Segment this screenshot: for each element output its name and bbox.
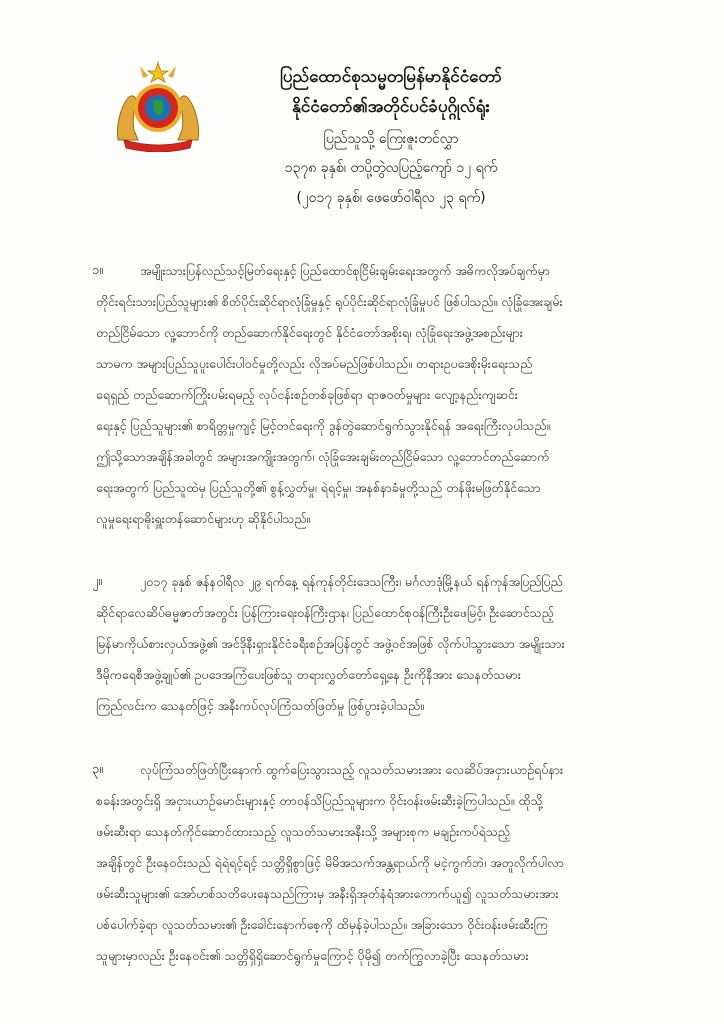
- paragraph-line: တိုင်းရင်းသားပြည်သူများ၏ စိတ်ပိုင်းဆိုင်ရာလုံခြုံမှုနှင့် ရုပ်ပိုင်းဆိုင်ရာလုံခြုံမှုပင် ဖြစ်ပါသည်။ လုံခြုံအေးချမ်း: [96, 294, 563, 309]
- header-date-gregorian: (၂၀၁၇ ခုနှစ်၊ ဖေဖော်ဝါရီလ ၂၃ ရက်): [296, 190, 486, 206]
- paragraph-number: ၂။: [92, 574, 103, 589]
- header-date-myanmar: ၁၃၇၈ ခုနှစ်၊ တပို့တွဲလပြည့်ကျော် ၁၂ ရက်: [284, 160, 498, 176]
- paragraph-line: ရေးနှင့် ပြည်သူများ၏ စာရိတ္တမှုကျင့် မြင့်တင်ရေးကို ဒွန်တွဲဆောင်ရွက်သွားနိုင်ရန် အရေးကြီးလှပါသည်။: [96, 418, 551, 433]
- paragraph-line: တည်ငြိမ်သော လူ့ဘောင်ကို တည်ဆောက်နိုင်ရေးတွင် နိုင်ငံတော်အစိုးရ၊ လုံခြုံရေးအဖွဲ့အစည်းများ: [96, 325, 523, 340]
- header-title: ပြည်ထောင်စုသမ္မတမြန်မာနိုင်ငံတော်: [280, 67, 502, 87]
- header-office: နိုင်ငံတော်၏အတိုင်ပင်ခံပုဂ္ဂိုလ်ရုံး: [292, 97, 490, 117]
- paragraph-line: ဤသို့သောအချိန်အခါတွင် အများအကျိုးအတွက်၊ လုံခြုံအေးချမ်းတည်ငြိမ်သော လူ့ဘောင်တည်ဆောက်: [96, 449, 550, 464]
- paragraph-line: ၂၀၁၇ ခုနှစ် ဇန်နဝါရီလ ၂၉ ရက်နေ့ ရန်ကုန်တိုင်းဒေသကြီး၊ မင်္ဂလာဒုံမြို့နယ် ရန်ကုန်အပြည်ပြည်: [140, 574, 563, 589]
- paragraph-line: အချိန်တွင် ဦးနေဝင်းသည် ရဲရဲရင့်ရင့် သတ္တိရှိစွာဖြင့် မိမိအသက်အန္တရာယ်ကို မငဲ့ကွက်ဘဲ၊ အတူလိုက်ပါလာ: [96, 855, 564, 870]
- paragraph-1: [92, 255, 656, 534]
- paragraph-line: မြန်မာကိုယ်စားလှယ်အဖွဲ့၏ အင်ဒိုနီးရှားနိုင်ငံခရီးစဉ်အပြန်တွင် အဖွဲ့ဝင်အဖြစ် လိုက်ပါသွားသော အမျိုးသား: [96, 636, 565, 651]
- paragraph-line: အမျိုးသားပြန်လည်သင့်မြတ်ရေးနှင့် ပြည်ထောင်စုငြိမ်းချမ်းရေးအတွက် အဓိကလိုအပ်ချက်မှာ: [140, 263, 550, 278]
- paragraph-line: ရေးအတွက် ပြည်သူထဲမှ ပြည်သူတို့၏ စွန့်လွှတ်မှု၊ ရဲရင့်မှု၊ အနစ်နာခံမှုတို့သည် တန်ဖိုးမဖြတ်နိုင်သော: [96, 480, 541, 495]
- paragraph-line: ဖမ်းဆီးရာ သေနတ်ကိုင်ဆောင်ထားသည့် လူသတ်သမားအနီးသို့ အများစုက မချဉ်းကပ်ရဲသည့်: [96, 824, 510, 839]
- paragraph-number: ၃။: [92, 762, 104, 777]
- paragraph-line: သာမက အများပြည်သူပူးပေါင်းပါဝင်မှုတို့လည်း လိုအပ်မည်ဖြစ်ပါသည်။ တရားဥပဒေစိုးမိုးရေးသည်: [96, 356, 533, 371]
- paragraph-line: ကြည်လင်းက သေနတ်ဖြင့် အနီးကပ်လုပ်ကြံသတ်ဖြတ်မှု ဖြစ်ပွားခဲ့ပါသည်။: [96, 698, 425, 713]
- state-seal-icon: [110, 56, 206, 152]
- paragraph-line: ဒီမိုကရေစီအဖွဲ့ချုပ်၏ ဥပဒေအကြံပေးဖြစ်သူ တရားလွှတ်တော်ရှေ့နေ ဦးကိုနီအား သေနတ်သမား: [96, 667, 521, 682]
- paragraph-3: [92, 754, 656, 971]
- paragraph-line: လုပ်ကြံသတ်ဖြတ်ပြီးနောက် ထွက်ပြေးသွားသည့် လူသတ်သမားအား လေဆိပ်အငှားယာဉ်ရပ်နား: [140, 762, 564, 777]
- paragraph-2: [92, 566, 656, 721]
- header-subject: ပြည်သူသို့ ကြေးဇူးတင်လွှာ: [323, 131, 459, 147]
- paragraph-line: စခန်းအတွင်းရှိ အငှားယာဉ်မောင်းများနှင့် တာဝန်သိပြည်သူများက ဝိုင်းဝန်းဖမ်းဆီးခဲ့ကြပါသည်။ ထိုသို့: [96, 793, 543, 808]
- paragraph-line: သူများမှာလည်း ဦးနေဝင်း၏ သတ္တိရှိရှိဆောင်ရွက်မှုကြောင့် ပိုမို၍ တက်ကြွလာခဲ့ပြီး သေနတ်သမား: [96, 948, 529, 963]
- paragraph-line: လူမှုရေးရာဓိုးရှူးတန်ဆောင်များဟု ဆိုနိုင်ပါသည်။: [96, 511, 311, 526]
- paragraph-line: ပစ်ပေါက်ခဲ့ရာ လူသတ်သမား၏ ဦးခေါင်းနောက်စေ့ကို ထိမှန်ခဲ့ပါသည်။ အခြားသော ဝိုင်းဝန်းဖမ်းဆီးကြ: [96, 917, 548, 932]
- paragraph-line: ရေရှည် တည်ဆောက်ကြိုးပမ်းရမည့် လုပ်ငန်းစဉ်တစ်ခုဖြစ်ရာ ရာဇဝတ်မှုများ လျော့နည်းကျဆင်း: [96, 387, 518, 402]
- paragraph-line: ဆိုင်ရာလေဆိပ်ဓမ္မဇာတ်အတွင်း ပြန်ကြားရေးဝန်ကြီးဌာန၊ ပြည်ထောင်စုဝန်ကြီးဦးဖေမြင့်၊ ဦးဆောင်သည့်: [96, 605, 554, 620]
- paragraph-number: ၁။: [92, 263, 104, 278]
- paragraph-line: ဖမ်းဆီးသူများ၏ အော်ဟစ်သတိပေးနေသည်ကြားမှ အနီးရှိအုတ်နံရံအားကောက်ယူ၍ လူသတ်သမားအား: [96, 886, 559, 901]
